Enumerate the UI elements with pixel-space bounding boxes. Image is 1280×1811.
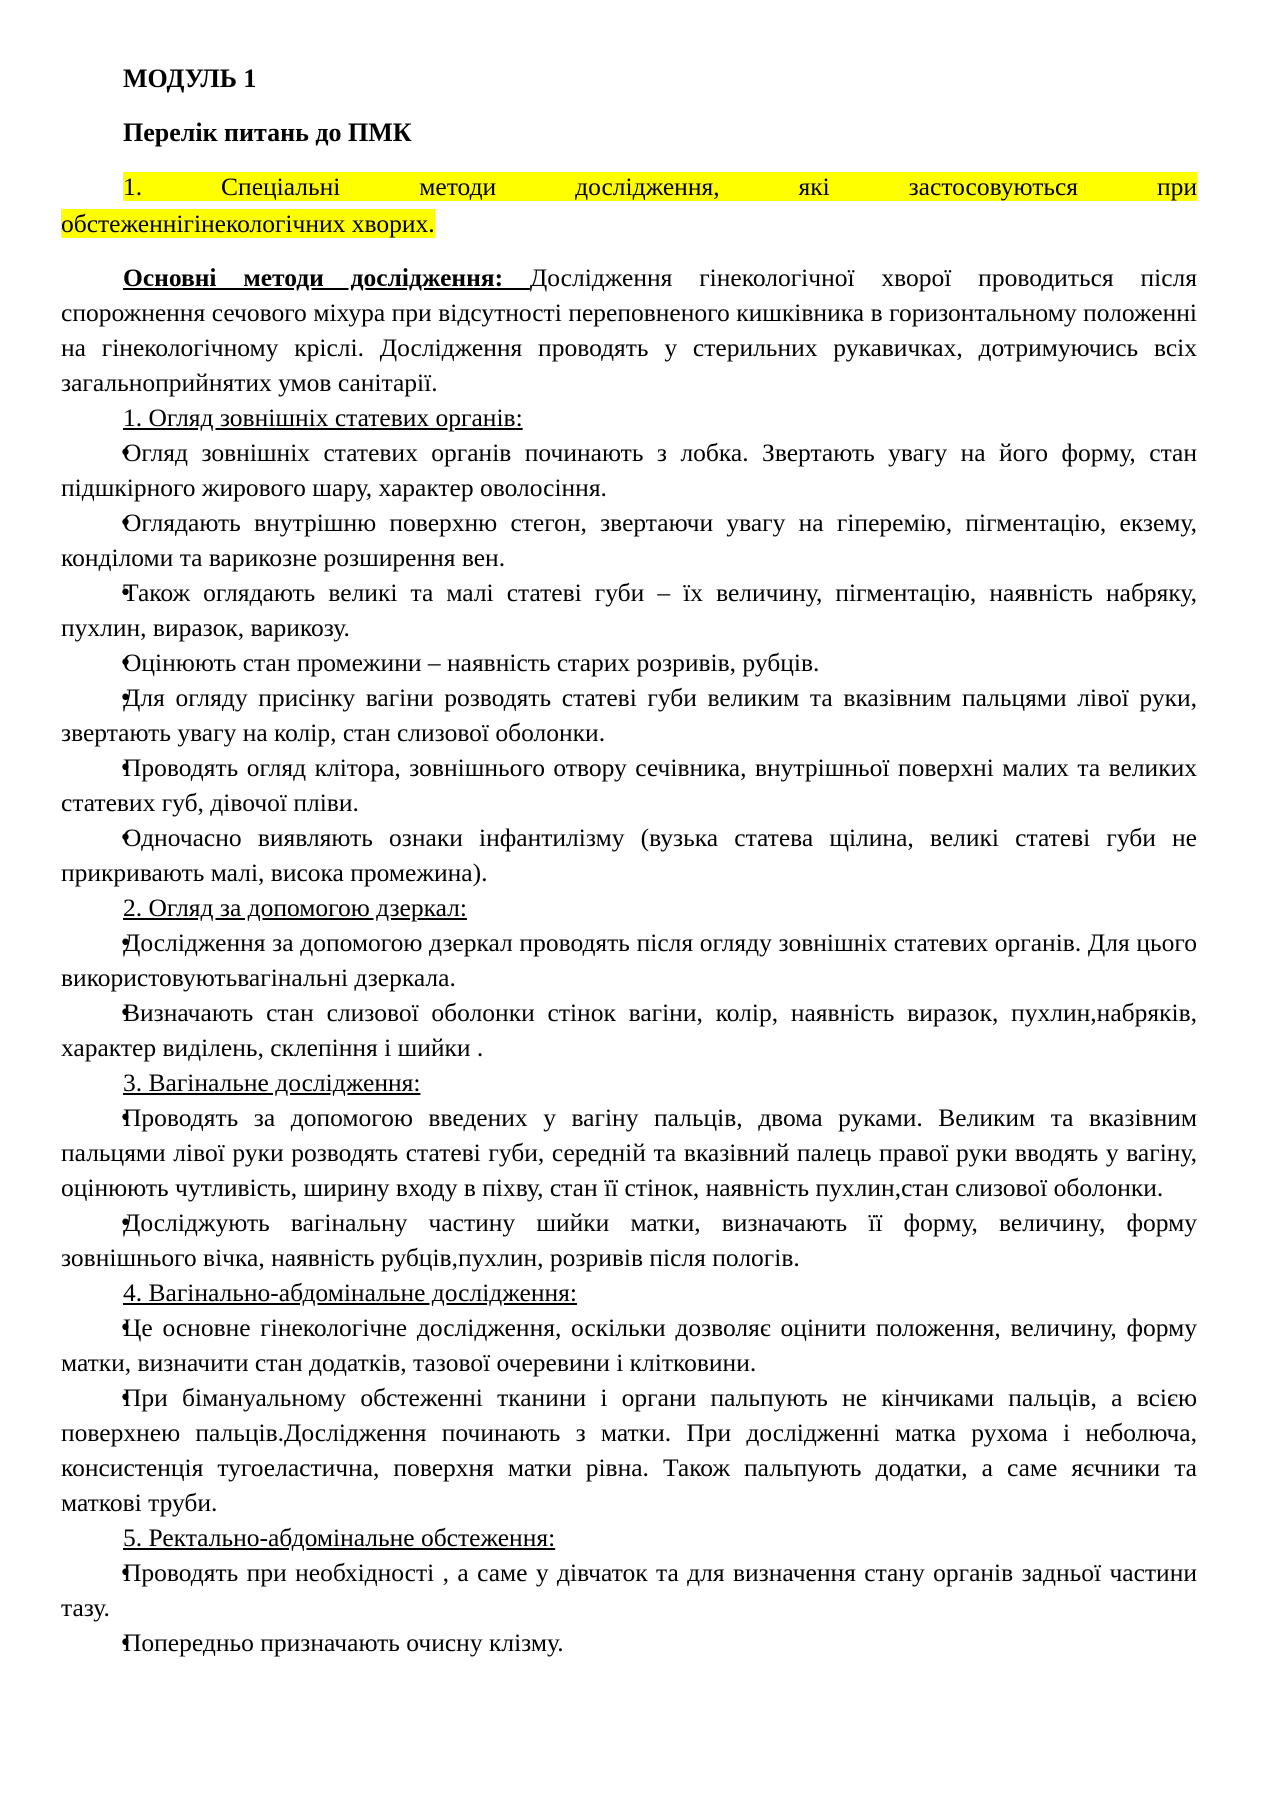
list-item-text: Проводять за допомогою введених у вагіну пальців, двома руками. Великим та вказівним пальцями лівої руки розводять статеві губи, середній та вказівний палець правої руки вводять у вагіну, оцінюють чутливість, ширину входу в піхву, стан її стінок, наявність пухлин,стан слизової оболонки. xyxy=(61,1103,1197,1202)
section-title xyxy=(61,890,1197,925)
question-line-1-text: 1. Спеціальні методи дослідження, які застосовуються при xyxy=(123,172,1197,201)
list-item-text: Визначають стан слизової оболонки стінок вагіни, колір, наявність виразок, пухлин,набряків, характер виділень, склепіння і шийки . xyxy=(61,998,1197,1062)
intro-title: Основні методи дослідження: xyxy=(123,263,530,292)
section-title-text: 2. Огляд за допомогою дзеркал: xyxy=(123,893,467,922)
list-item-text: Попередньо призначають очисну клізму. xyxy=(123,1628,564,1657)
section-title xyxy=(61,1520,1197,1555)
list-item-text: Досліджують вагінальну частину шийки матки, визначають її форму, величину, форму зовнішнього вічка, наявність рубців,пухлин, розривів після пологів. xyxy=(61,1208,1197,1272)
section-title-text: 5. Ректально-абдомінальне обстеження: xyxy=(123,1523,556,1552)
list-item xyxy=(61,1310,1197,1380)
list-item xyxy=(61,645,1197,680)
list-item xyxy=(61,575,1197,645)
list-item-text: Це основне гінекологічне дослідження, оскільки дозволяє оцінити положення, величину, форму матки, визначити стан додатків, тазової очеревини і клітковини. xyxy=(61,1313,1197,1377)
list-item xyxy=(61,995,1197,1065)
list-item xyxy=(61,1555,1197,1625)
list-item xyxy=(61,435,1197,505)
section-title-text: 1. Огляд зовнішніх статевих органів: xyxy=(123,403,523,432)
list-item xyxy=(61,505,1197,575)
question-list-heading: Перелік питань до ПМК xyxy=(123,118,412,147)
list-item xyxy=(61,680,1197,750)
list-item-text: Для огляду присінку вагіни розводять статеві губи великим та вказівним пальцями лівої руки, звертають увагу на колір, стан слизової оболонки. xyxy=(61,683,1197,747)
list-item xyxy=(61,1380,1197,1520)
question-line-2 xyxy=(61,204,1197,244)
intro-text: Дослідження гінекологічної хворої проводиться після спорожнення сечового міхура при відсутності переповненого кишківника в горизонтальному положенні на гінекологічному кріслі. Дослідження проводять у стерильних рукавичках, дотримуючись всіх загальноприйнятих умов санітарії. xyxy=(61,263,1197,397)
highlighted-question xyxy=(61,170,1197,244)
list-item xyxy=(61,820,1197,890)
list-item-text: Проводять огляд клітора, зовнішнього отвору сечівника, внутрішньої поверхні малих та великих статевих губ, дівочої пліви. xyxy=(61,753,1197,817)
list-item xyxy=(61,1625,1197,1660)
section-title xyxy=(61,1275,1197,1310)
list-item-text: Оцінюють стан промежини – наявність старих розривів, рубців. xyxy=(123,648,820,677)
list-item-text: Оглядають внутрішню поверхню стегон, звертаючи увагу на гіперемію, пігментацію, екзему, конділоми та варикозне розширення вен. xyxy=(61,508,1197,572)
section-title xyxy=(61,1065,1197,1100)
section-title xyxy=(61,400,1197,435)
list-item xyxy=(61,1100,1197,1205)
section-title-text: 4. Вагінально-абдомінальне дослідження: xyxy=(123,1278,577,1307)
intro-paragraph xyxy=(61,260,1197,400)
list-item xyxy=(61,750,1197,820)
question-line-2-text: обстеженнігінекологічних хворих. xyxy=(61,209,435,238)
list-item xyxy=(61,925,1197,995)
module-heading: МОДУЛЬ 1 xyxy=(123,64,257,93)
list-item xyxy=(61,1205,1197,1275)
list-item-text: Одночасно виявляють ознаки інфантилізму (вузька статева щілина, великі статеві губи не прикривають малі, висока промежина). xyxy=(61,823,1197,887)
list-item-text: Дослідження за допомогою дзеркал проводять після огляду зовнішніх статевих органів. Для цього використовуютьвагінальні дзеркала. xyxy=(61,928,1197,992)
list-item-text: Огляд зовнішніх статевих органів починають з лобка. Звертають увагу на його форму, стан підшкірного жирового шару, характер оволосіння. xyxy=(61,438,1197,502)
list-item-text: При бімануальному обстеженні тканини і органи пальпують не кінчиками пальців, а всією поверхнею пальців.Дослідження починають з матки. При дослідженні матка рухома і неболюча, консистенція тугоеластична, поверхня матки рівна. Також пальпують додатки, а саме яєчники та маткові труби. xyxy=(61,1383,1197,1517)
list-item-text: Також оглядають великі та малі статеві губи – їх величину, пігментацію, наявність набряку, пухлин, виразок, варикозу. xyxy=(61,578,1197,642)
section-title-text: 3. Вагінальне дослідження: xyxy=(123,1068,421,1097)
question-line-1 xyxy=(61,170,1197,204)
list-item-text: Проводять при необхідності , а саме у дівчаток та для визначення стану органів задньої частини тазу. xyxy=(61,1558,1197,1622)
